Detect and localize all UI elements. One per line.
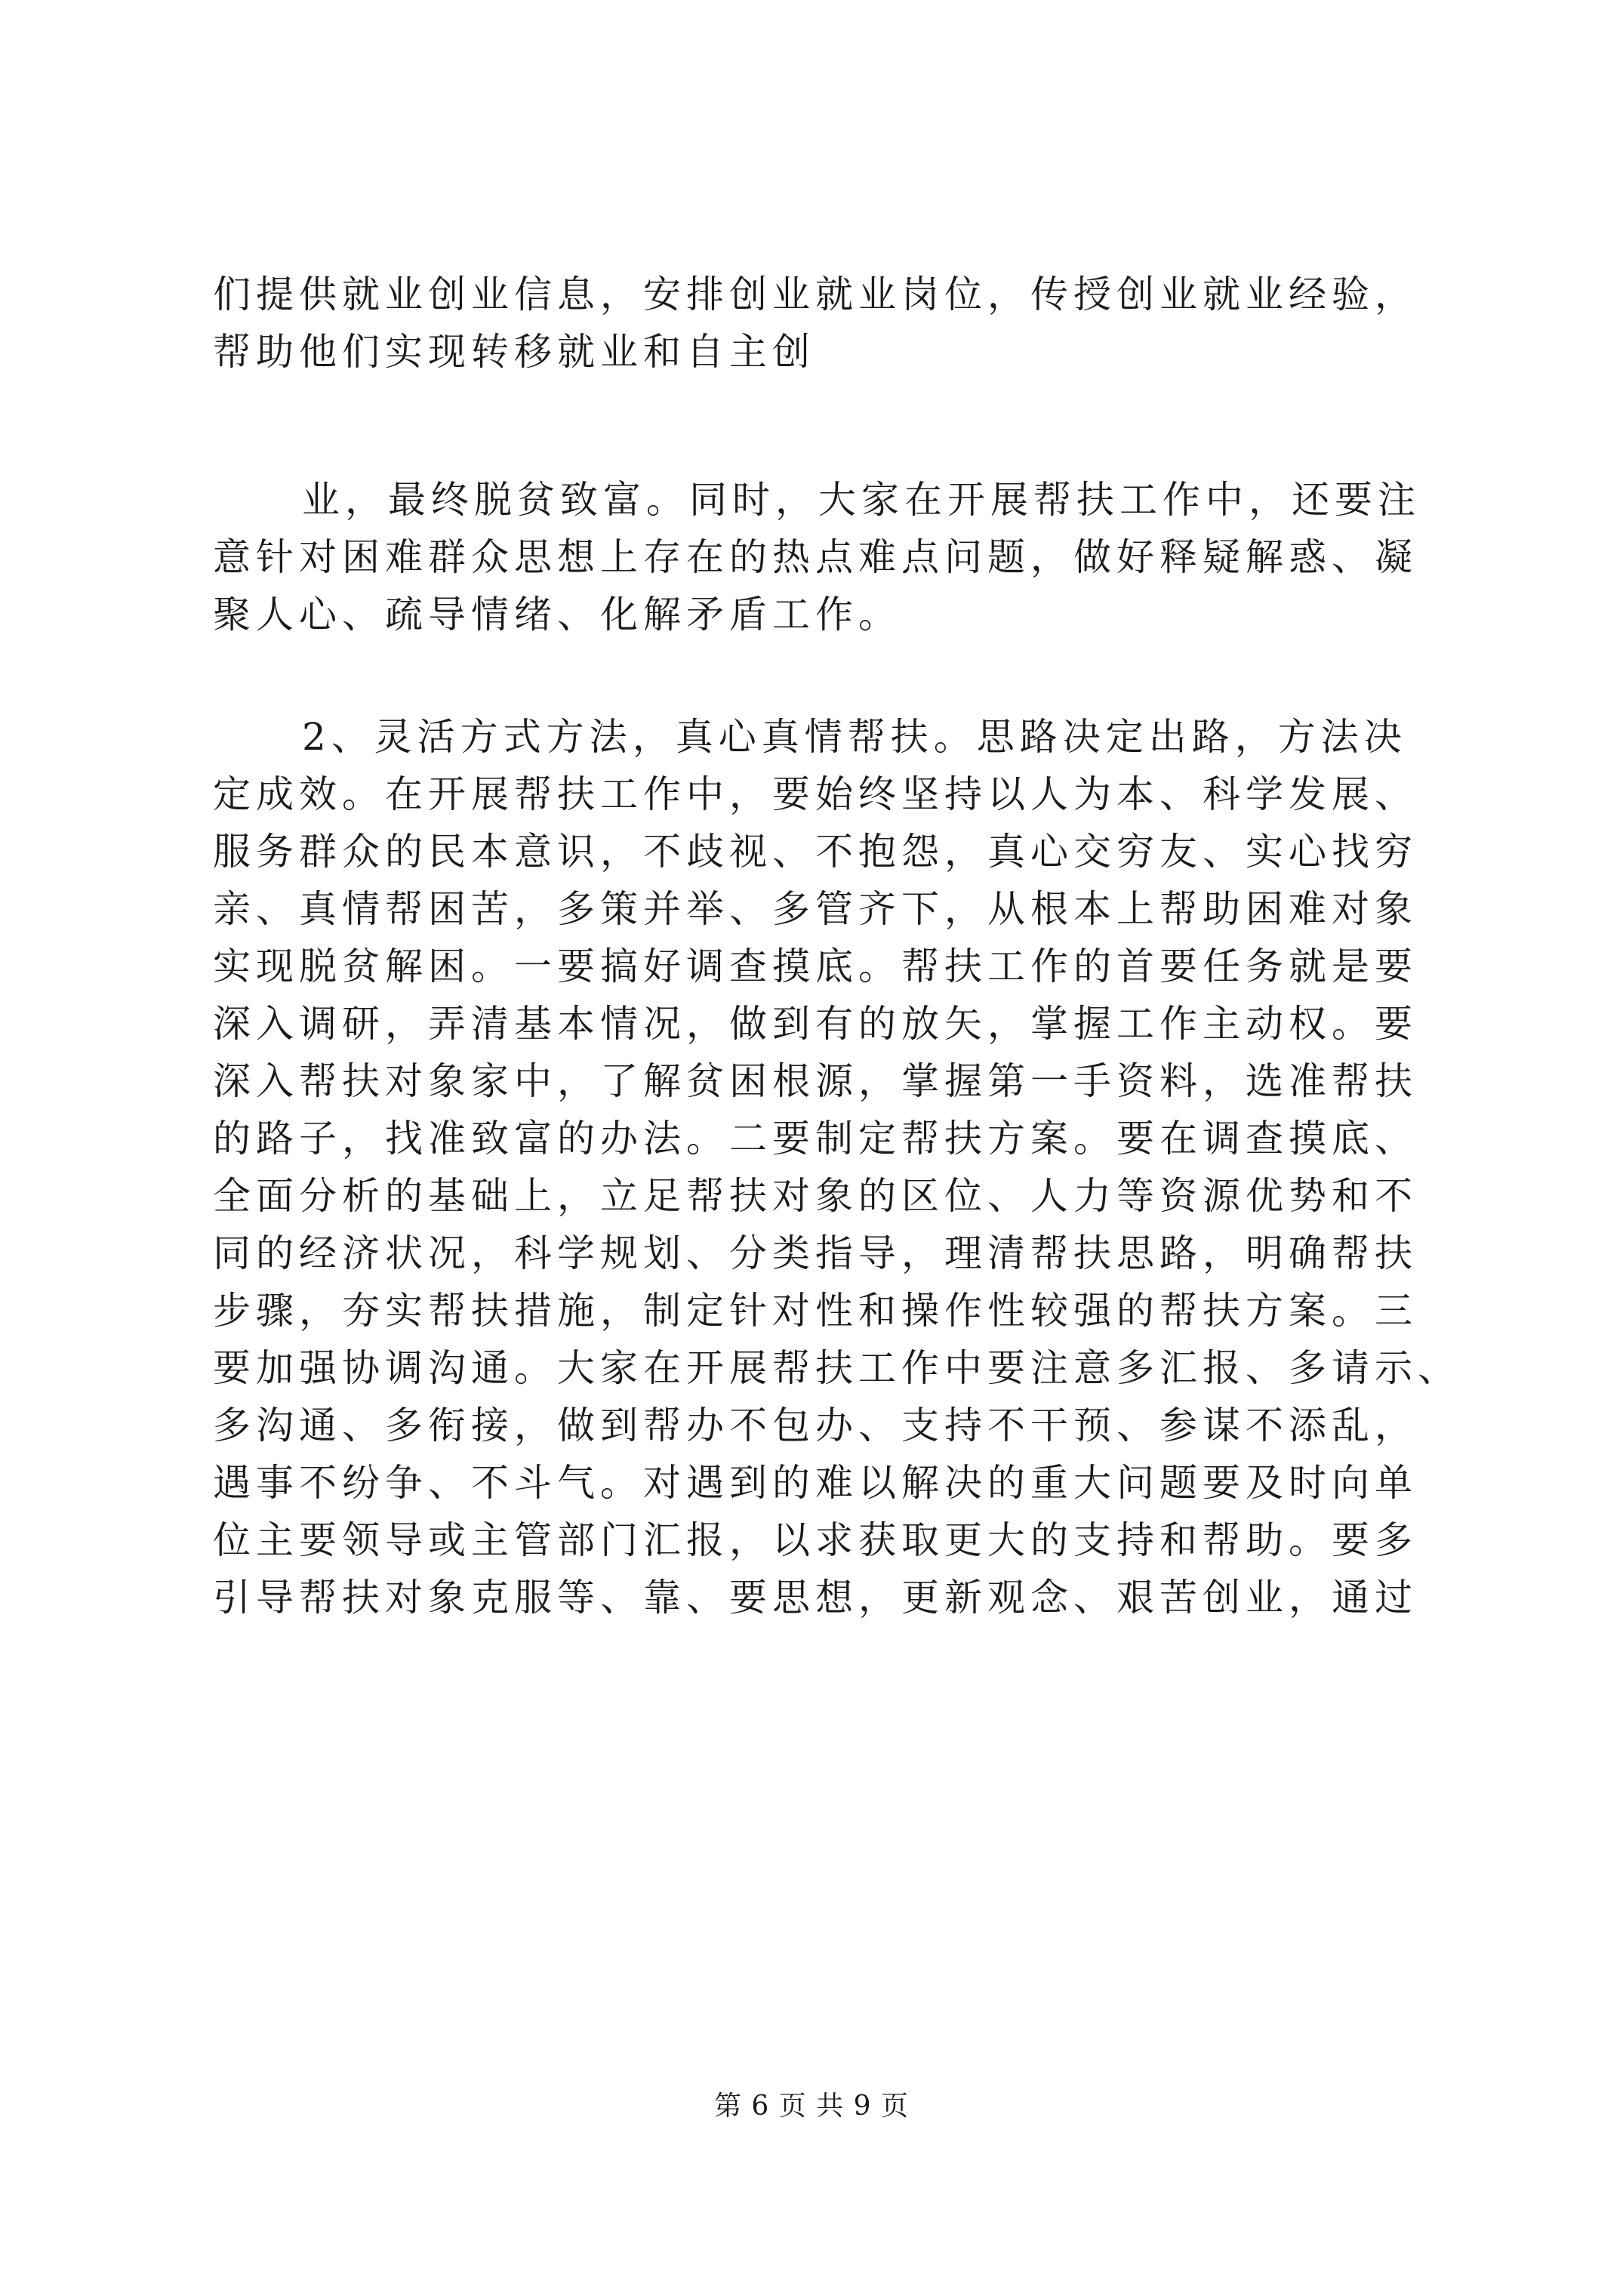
- text-line: 引导帮扶对象克服等、靠、要思想，更新观念、艰苦创业，通过: [213, 1576, 1418, 1620]
- text-line: 位主要领导或主管部门汇报，以求获取更大的支持和帮助。要多: [213, 1518, 1418, 1562]
- text-line: 业，最终脱贫致富。同时，大家在开展帮扶工作中，还要注: [302, 478, 1421, 522]
- text-line: 的路子，找准致富的办法。二要制定帮扶方案。要在调查摸底、: [213, 1117, 1418, 1160]
- text-line: 步骤，夯实帮扶措施，制定针对性和操作性较强的帮扶方案。三: [213, 1289, 1418, 1333]
- text-line: 2、灵活方式方法，真心真情帮扶。思路决定出路，方法决: [302, 715, 1407, 759]
- text-line: 帮助他们实现转移就业和自主创: [213, 330, 815, 374]
- text-line: 深入调研，弄清基本情况，做到有的放矢，掌握工作主动权。要: [213, 1002, 1418, 1046]
- text-line: 聚人心、疏导情绪、化解矛盾工作。: [213, 593, 901, 636]
- paragraph-flexible-methods: [213, 708, 1461, 1626]
- text-line: 遇事不纷争、不斗气。对遇到的难以解决的重大问题要及时向单: [213, 1461, 1418, 1505]
- text-line: 同的经济状况，科学规划、分类指导，理清帮扶思路，明确帮扶: [213, 1231, 1418, 1275]
- text-line: 定成效。在开展帮扶工作中，要始终坚持以人为本、科学发展、: [213, 772, 1418, 816]
- text-line: 意针对困难群众思想上存在的热点难点问题，做好释疑解惑、凝: [213, 535, 1418, 579]
- text-line: 们提供就业创业信息，安排创业就业岗位，传授创业就业经验，: [213, 273, 1418, 316]
- paragraph-helping-work: [213, 471, 1421, 643]
- text-line: 要加强协调沟通。大家在开展帮扶工作中要注意多汇报、多请示、: [213, 1346, 1461, 1390]
- text-line: 深入帮扶对象家中，了解贫困根源，掌握第一手资料，选准帮扶: [213, 1059, 1418, 1103]
- text-line: 全面分析的基础上，立足帮扶对象的区位、人力等资源优势和不: [213, 1174, 1418, 1218]
- text-line: 实现脱贫解困。一要搞好调查摸底。帮扶工作的首要任务就是要: [213, 945, 1418, 988]
- page-number-footer: 第 6 页 共 9 页: [713, 2091, 910, 2122]
- text-line: 服务群众的民本意识，不歧视、不抱怨，真心交穷友、实心找穷: [213, 830, 1418, 874]
- text-line: 多沟通、多衔接，做到帮办不包办、支持不干预、参谋不添乱，: [213, 1404, 1418, 1447]
- paragraph-continuation: [213, 266, 1421, 381]
- text-line: 亲、真情帮困苦，多策并举、多管齐下，从根本上帮助困难对象: [213, 887, 1418, 931]
